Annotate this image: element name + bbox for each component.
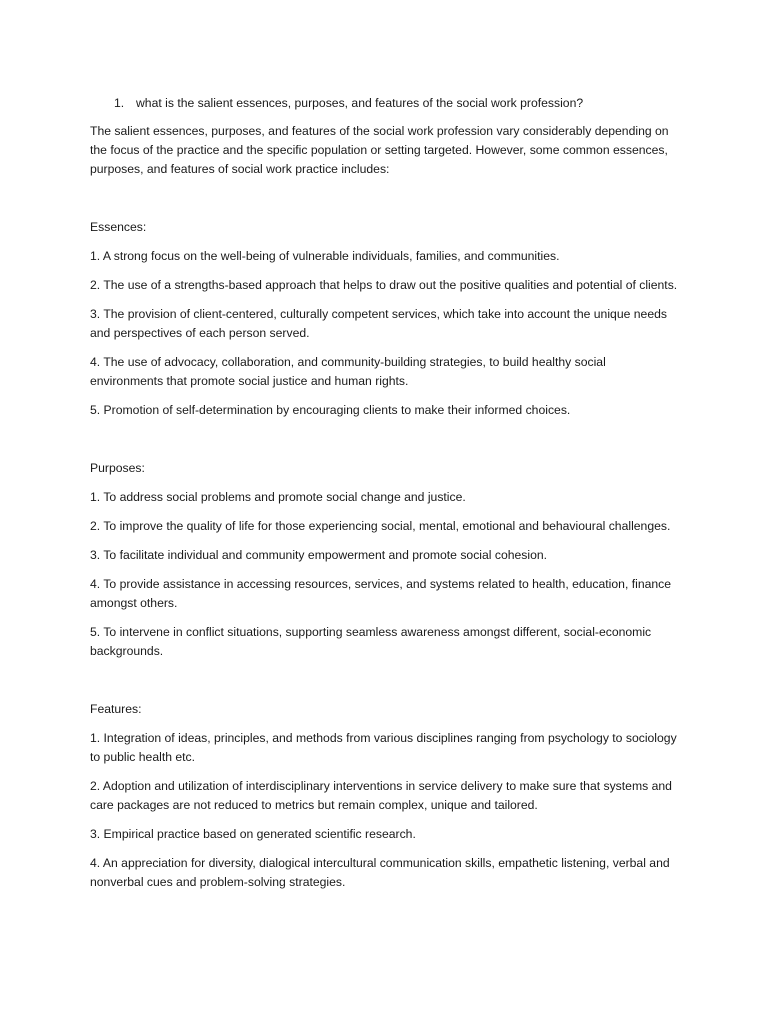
essences-item: 1. A strong focus on the well-being of vulnerable individuals, families, and communities. bbox=[90, 249, 560, 263]
essences-item: 4. The use of advocacy, collaboration, and community-building strategies, to build healthy social environments that promote social justice and human rights. bbox=[90, 355, 606, 388]
essences-item: 2. The use of a strengths-based approach that helps to draw out the positive qualities and potential of clients. bbox=[90, 278, 678, 292]
purposes-item: 4. To provide assistance in accessing resources, services, and systems related to health, education, finance amongst others. bbox=[90, 577, 672, 610]
blank-line bbox=[90, 671, 682, 700]
purposes-item: 3. To facilitate individual and community empowerment and promote social cohesion. bbox=[90, 548, 548, 562]
purposes-item: 1. To address social problems and promote social change and justice. bbox=[90, 490, 466, 504]
question-line bbox=[114, 94, 682, 113]
blank-line bbox=[90, 189, 682, 218]
features-item: 4. An appreciation for diversity, dialogical intercultural communication skills, empathetic listening, verbal and nonverbal cues and problem-solving strategies. bbox=[90, 856, 670, 889]
blank-line bbox=[90, 430, 682, 459]
features-heading: Features: bbox=[90, 702, 142, 716]
essences-item: 3. The provision of client-centered, culturally competent services, which take into account the unique needs and perspectives of each person served. bbox=[90, 307, 667, 340]
intro-paragraph: The salient essences, purposes, and features of the social work profession vary considerably depending on the focus of the practice and the specific population or setting targeted. However, some common essences, purposes, and features of social work practice includes: bbox=[90, 124, 669, 176]
document-body bbox=[90, 94, 682, 902]
features-item: 2. Adoption and utilization of interdisciplinary interventions in service delivery to make sure that systems and care packages are not reduced to metrics but remain complex, unique and tailored. bbox=[90, 779, 672, 812]
question-number: 1. bbox=[114, 96, 125, 110]
features-item: 3. Empirical practice based on generated scientific research. bbox=[90, 827, 416, 841]
purposes-heading: Purposes: bbox=[90, 461, 145, 475]
essences-heading: Essences: bbox=[90, 220, 147, 234]
purposes-item: 5. To intervene in conflict situations, supporting seamless awareness amongst different, social-economic backgrounds. bbox=[90, 625, 652, 658]
purposes-item: 2. To improve the quality of life for those experiencing social, mental, emotional and behavioural challenges. bbox=[90, 519, 671, 533]
essences-item: 5. Promotion of self-determination by encouraging clients to make their informed choices. bbox=[90, 403, 571, 417]
question-text: what is the salient essences, purposes, and features of the social work profession? bbox=[136, 96, 584, 110]
features-item: 1. Integration of ideas, principles, and methods from various disciplines ranging from psychology to sociology to public health etc. bbox=[90, 731, 677, 764]
